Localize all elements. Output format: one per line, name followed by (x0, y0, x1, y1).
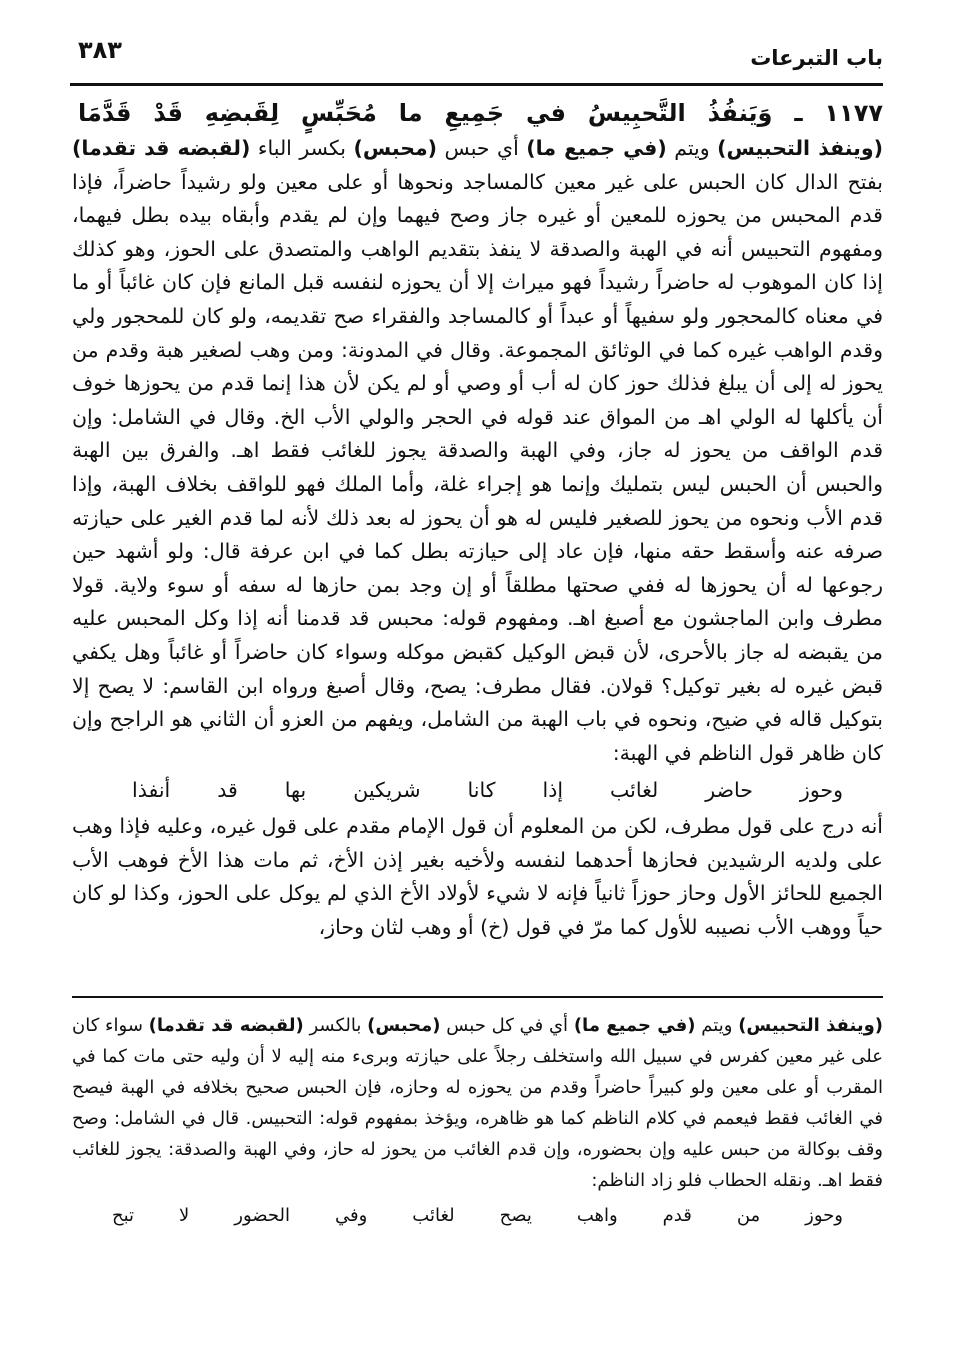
footnote-term: (لقبضه قد تقدما) (148, 1015, 304, 1036)
matn-verse: ١١٧٧ ـ وَيَنفُذُ التَّحبِيسُ في جَمِيعِ ما مُحَبِّسٍ لِقَبضِهِ قَدْ قَدَّمَا (78, 99, 883, 127)
commentary-term: (محبس) (353, 136, 438, 160)
footnote-term: (وينفذ التحبيس) (738, 1015, 883, 1036)
quoted-verse: وحوز حاضر لغائب إذا كانا شريكين بها قد أنفذا (132, 778, 843, 803)
footnote-divider (72, 996, 883, 998)
commentary-body (72, 132, 883, 945)
footnote-text: ويتم (695, 1015, 739, 1036)
footnote-body (72, 1010, 883, 1236)
commentary-text: بكسر الباء (250, 136, 354, 160)
commentary-text: أي حبس (437, 136, 527, 160)
commentary-term: (لقبضه قد تقدما) (72, 136, 251, 160)
footnote-verse: وحوز من قدم واهب يصح لغائب وفي الحضور لا تبح (112, 1205, 843, 1226)
page-number: ٣٨٣ (78, 36, 122, 64)
page-header (70, 32, 883, 84)
commentary-paragraph (72, 132, 883, 770)
footnote-term: (في جميع ما) (573, 1015, 696, 1036)
commentary-term: (وينفذ التحبيس) (717, 136, 883, 160)
commentary-term: (في جميع ما) (526, 136, 667, 160)
chapter-title: باب التبرعات (750, 46, 883, 70)
footnote-paragraph (72, 1010, 883, 1196)
header-divider (70, 83, 883, 86)
commentary-continuation: أنه درج على قول مطرف، لكن من المعلوم أن قول الإمام مقدم على قول غيره، وعليه فإذا وهب على ولديه الرشيدين فحازها أحدهما لنفسه ولأخيه بغير إذن الأخ، ثم مات هذا الأخ فوهب الأب الجميع للحائز الأول وحاز حوزاً ثانياً فإنه لا شيء لأولاد الأخ الذي لم يوكل على الحوز، وكذا لو كان حياً ووهب الأب نصيبه للأول كما مرّ في قول (خ) أو وهب لثان وحاز، (72, 814, 883, 940)
footnote-term: (محبس) (367, 1015, 441, 1036)
footnote-text: بالكسر (303, 1015, 368, 1036)
commentary-text: بفتح الدال كان الحبس على غير معين كالمساجد ونحوها أو على معين ولو رشيداً حاضراً، فإذا قدم المحبس من يحوزه للمعين أو غيره جاز وصح فيهما وإن لم يقدم وأبقاه بيده بطل فيهما، ومفهوم التحبيس أنه في الهبة والصدقة لا ينفذ بتقديم الواهب والمتصدق على الحوز، وهو كذلك إذا كان الموهوب له حاضراً رشيداً فهو ميراث إلا أن يحوزه لنفسه قبل المانع فإن كان غائباً أو ما في معناه كالمحجور ولو سفيهاً أو عبداً أو كالمساجد والفقراء صح تقديمه، ولو كان للمحجور ولي وقدم الواهب غيره كما في الوثائق المجموعة. وقال في المدونة: ومن وهب لصغير هبة وقدم من يحوز له إلى أن يبلغ فذلك حوز كان له أب أو وصي أو لم يكن لأن هذا إنما قدم من يحوزها خوف أن يأكلها له الولي اهـ من المواق عند قوله في الحجر والولي الأب الخ. وقال في الشامل: وإن قدم الواقف من يحوز له جاز، وفي الهبة والصدقة يجوز للغائب فقط اهـ. والفرق بين الهبة والحبس أن الحبس ليس بتمليك وإنما هو إجراء غلة، وأما الملك فهو للواقف بخلاف الهبة، وإذا قدم الأب ونحوه من يحوز للصغير فليس له هو أن يحوز له بعد ذلك لأنه لما قدم الغير على حيازته صرفه عنه وأسقط حقه منها، فإن عاد إلى حيازته بطل كما في ابن عرفة قال: ولو أشهد حين رجوعها له أن يحوزها له ففي صحتها مطلقاً أو إن وجد بمن حازها له سفه أو سوء ولاية. قولا مطرف وابن الماجشون مع أصبغ اهـ. ومفهوم قوله: محبس قد قدمنا أنه إذا وكل المحبس عليه من يقبضه له جاز بالأحرى، لأن قبض الوكيل كقبض موكله وسواء كان حاضراً أو غائباً وهل يكفي قبض غيره له بغير توكيل؟ قولان. فقال مطرف: يصح، وقال أصبغ ورواه ابن القاسم: لا يصح إلا بتوكيل قاله في ضيح، ونحوه في باب الهبة من الشامل، ويفهم من العزو أن الثاني هو الراجح وإن كان ظاهر قول الناظم في الهبة: (72, 169, 883, 765)
footnote-text: سواء كان على غير معين كفرس في سبيل الله واستخلف رجلاً على حيازته وبرىء منه إليه لا أن وليه حتى مات كما في المقرب أو على معين ولو كبيراً حاضراً وقدم من يحوزه له وحازه، فإن الحبس صحيح بخلافه في الهبة فيصح في الغائب فقط فيعمم في كلام الناظم كما هو ظاهره، ويؤخذ بمفهوم قوله: التحبيس. قال في الشامل: وصح وقف بوكالة من حبس عليه وإن بحضوره، وإن قدم الغائب من يحوز له حاز، وفي الهبة والصدقة: يجوز للغائب فقط اهـ. ونقله الحطاب فلو زاد الناظم: (72, 1015, 883, 1191)
footnote-text: أي في كل حبس (440, 1015, 574, 1036)
commentary-text: ويتم (666, 136, 718, 160)
